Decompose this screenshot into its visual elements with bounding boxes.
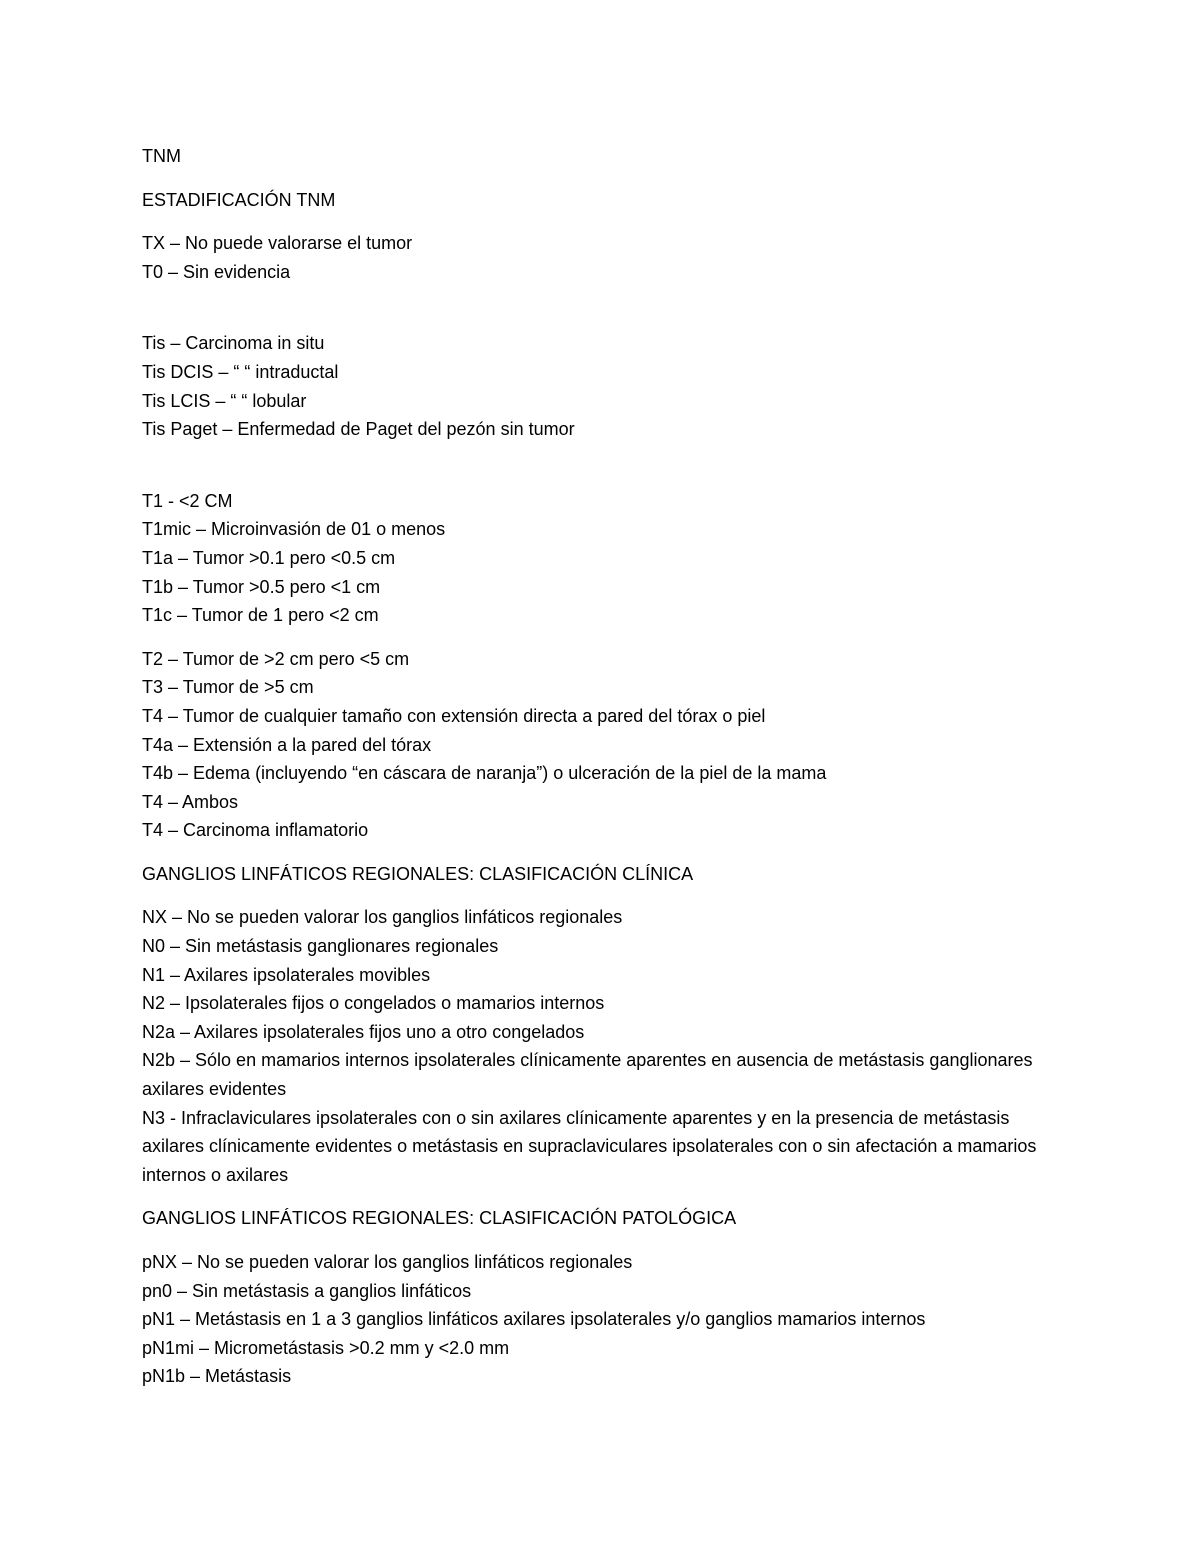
pn-group — [142, 1248, 1042, 1391]
list-item: pN1 – Metástasis en 1 a 3 ganglios linfáticos axilares ipsolaterales y/o ganglios mamarios internos — [142, 1309, 926, 1330]
list-item: T4a – Extensión a la pared del tórax — [142, 734, 432, 755]
heading-text: GANGLIOS LINFÁTICOS REGIONALES: CLASIFICACIÓN PATOLÓGICA — [142, 1208, 737, 1229]
section-heading-staging — [142, 186, 1042, 215]
list-item: T4 – Ambos — [142, 791, 239, 812]
section-heading-clinical — [142, 860, 1042, 889]
list-item: T4 – Tumor de cualquier tamaño con extensión directa a pared del tórax o piel — [142, 705, 766, 726]
list-item: T1 - <2 CM — [142, 490, 233, 511]
list-item: T1b – Tumor >0.5 pero <1 cm — [142, 576, 381, 597]
list-item: N2b – Sólo en mamarios internos ipsolaterales clínicamente aparentes en ausencia de metástasis ganglionares axilares evidentes — [142, 1050, 1033, 1100]
list-item: T1mic – Microinvasión de 01 o menos — [142, 519, 446, 540]
list-item: T1c – Tumor de 1 pero <2 cm — [142, 605, 379, 626]
list-item: NX – No se pueden valorar los ganglios linfáticos regionales — [142, 907, 623, 928]
heading-text: GANGLIOS LINFÁTICOS REGIONALES: CLASIFICACIÓN CLÍNICA — [142, 863, 694, 884]
list-item: N2 – Ipsolaterales fijos o congelados o mamarios internos — [142, 993, 605, 1014]
document-page — [142, 142, 1042, 1391]
list-item: pNX – No se pueden valorar los ganglios linfáticos regionales — [142, 1252, 633, 1272]
section-heading-pathological — [142, 1204, 1042, 1233]
tx-group — [142, 229, 1042, 286]
list-item: pN1b – Metástasis — [142, 1366, 292, 1387]
title-text: TNM — [142, 146, 181, 166]
heading-text: ESTADIFICACIÓN TNM — [142, 189, 336, 210]
list-item: N3 - Infraclaviculares ipsolaterales con o sin axilares clínicamente aparentes y en la presencia de metástasis axilares clínicamente evidentes o metástasis en supraclaviculares ipsolaterales con o sin afectación a mamarios internos o axilares — [142, 1107, 1037, 1185]
list-item: Tis Paget – Enfermedad de Paget del pezón sin tumor — [142, 419, 575, 440]
list-item: N0 – Sin metástasis ganglionares regionales — [142, 936, 499, 957]
list-item: T3 – Tumor de >5 cm — [142, 677, 314, 698]
tis-group — [142, 329, 1042, 443]
list-item: Tis DCIS – “ “ intraductal — [142, 361, 339, 382]
list-item: pn0 – Sin metástasis a ganglios linfáticos — [142, 1280, 472, 1301]
list-item: T1a – Tumor >0.1 pero <0.5 cm — [142, 547, 396, 568]
document-title — [142, 142, 1042, 171]
n-group — [142, 903, 1042, 1189]
list-item: T0 – Sin evidencia — [142, 261, 291, 282]
list-item: N1 – Axilares ipsolaterales movibles — [142, 964, 431, 985]
t2-t4-group — [142, 645, 1042, 845]
t1-group — [142, 487, 1042, 630]
list-item: T4b – Edema (incluyendo “en cáscara de naranja”) o ulceración de la piel de la mama — [142, 763, 827, 784]
list-item: TX – No puede valorarse el tumor — [142, 233, 413, 254]
list-item: Tis LCIS – “ “ lobular — [142, 390, 307, 411]
list-item: T2 – Tumor de >2 cm pero <5 cm — [142, 648, 410, 669]
list-item: T4 – Carcinoma inflamatorio — [142, 820, 369, 841]
list-item: pN1mi – Micrometástasis >0.2 mm y <2.0 mm — [142, 1337, 510, 1358]
list-item: N2a – Axilares ipsolaterales fijos uno a otro congelados — [142, 1021, 585, 1042]
list-item: Tis – Carcinoma in situ — [142, 333, 325, 354]
